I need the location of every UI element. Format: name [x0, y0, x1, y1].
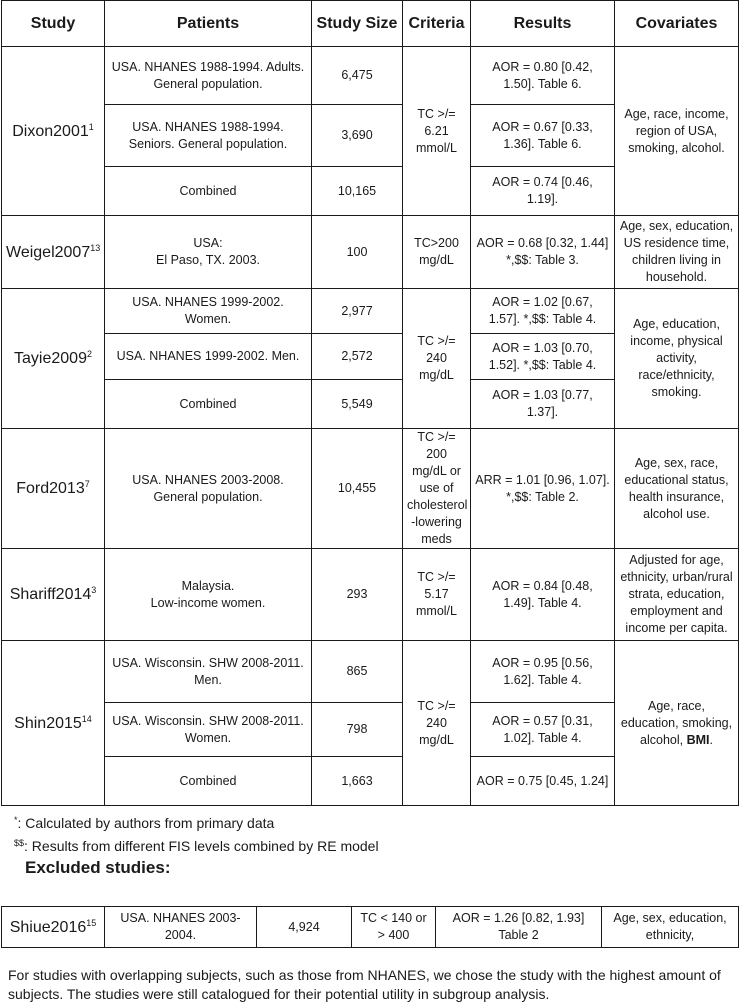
footer-note: For studies with overlapping subjects, such as those from NHANES, we chose the study with the highest amount of subjects. The studies were still catalogued for their potential utility in subgroup analysis. — [8, 967, 721, 1002]
study-size-cell: 3,690 — [312, 105, 403, 167]
covariates-cell: Age, race, education, smoking, alcohol, BMI. — [615, 641, 739, 806]
covariates-cell: Age, education, income, physical activity, race/ethnicity, smoking. — [615, 289, 739, 429]
study-size-cell: 2,977 — [312, 289, 403, 334]
patients-cell: USA. NHANES 1999-2002. Women. — [105, 289, 312, 334]
results-cell: AOR = 1.03 [0.70, 1.52]. *,$$: Table 4. — [471, 334, 615, 380]
excluded-studies-table — [1, 906, 739, 948]
study-size-cell: 10,455 — [312, 429, 403, 549]
included-studies-table — [1, 0, 739, 806]
table-row — [2, 549, 739, 641]
excluded-studies-heading: Excluded studies: — [25, 858, 171, 877]
study-name-cell: Shariff2014$^3$ — [2, 549, 105, 641]
header-covariates: Covariates — [615, 1, 739, 47]
study-name-cell: Tayie2009$^2$ — [2, 289, 105, 429]
results-cell: AOR = 0.67 [0.33, 1.36]. Table 6. — [471, 105, 615, 167]
patients-cell: USA. NHANES 1988-1994. Seniors. General population. — [105, 105, 312, 167]
patients-cell: Combined — [105, 757, 312, 806]
results-cell: ARR = 1.01 [0.96, 1.07]. *,$$: Table 2. — [471, 429, 615, 549]
table-header-row — [2, 1, 739, 47]
study-name-cell: Shin2015$^{14}$ — [2, 641, 105, 806]
patients-cell: USA. NHANES 1988-1994. Adults. General population. — [105, 47, 312, 105]
header-results: Results — [471, 1, 615, 47]
study-size-cell: 2,572 — [312, 334, 403, 380]
criteria-cell: TC>200 mg/dL — [403, 216, 471, 289]
results-cell: AOR = 0.57 [0.31, 1.02]. Table 4. — [471, 703, 615, 757]
patients-cell: USA: El Paso, TX. 2003. — [105, 216, 312, 289]
study-size-cell: 5,549 — [312, 380, 403, 429]
covariates-cell: Age, sex, education, ethnicity, — [602, 907, 739, 948]
table-row — [2, 907, 739, 948]
results-cell: AOR = 1.03 [0.77, 1.37]. — [471, 380, 615, 429]
covariates-cell: Age, sex, race, educational status, health insurance, alcohol use. — [615, 429, 739, 549]
study-name-cell: Weigel2007$^{13}$ — [2, 216, 105, 289]
table-row — [2, 289, 739, 334]
study-size-cell: 293 — [312, 549, 403, 641]
criteria-cell: TC >/= 5.17 mmol/L — [403, 549, 471, 641]
results-cell: AOR = 0.74 [0.46, 1.19]. — [471, 167, 615, 216]
study-size-cell: 100 — [312, 216, 403, 289]
criteria-cell: TC < 140 or > 400 — [352, 907, 436, 948]
study-size-cell: 6,475 — [312, 47, 403, 105]
criteria-cell: TC >/= 6.21 mmol/L — [403, 47, 471, 216]
criteria-cell: TC >/= 200 mg/dL or use of cholesterol -lowering meds — [403, 429, 471, 549]
criteria-cell: TC >/= 240 mg/dL — [403, 641, 471, 806]
covariates-cell: Adjusted for age, ethnicity, urban/rural strata, education, employment and income per capita. — [615, 549, 739, 641]
study-name-cell: Dixon2001$^1$ — [2, 47, 105, 216]
footnotes — [14, 810, 379, 856]
results-cell: AOR = 1.26 [0.82, 1.93] Table 2 — [436, 907, 602, 948]
patients-cell: USA. NHANES 2003-2004. — [105, 907, 257, 948]
footnote-dollar: $$: Results from different FIS levels combined by RE model — [14, 838, 379, 854]
study-name-cell: Shiue2016$^{15}$ — [2, 907, 105, 948]
table-row — [2, 641, 739, 703]
header-study-size: Study Size — [312, 1, 403, 47]
study-size-cell: 4,924 — [257, 907, 352, 948]
patients-cell: Combined — [105, 380, 312, 429]
study-size-cell: 798 — [312, 703, 403, 757]
study-size-cell: 1,663 — [312, 757, 403, 806]
header-criteria: Criteria — [403, 1, 471, 47]
results-cell: AOR = 0.84 [0.48, 1.49]. Table 4. — [471, 549, 615, 641]
covariates-cell: Age, sex, education, US residence time, children living in household. — [615, 216, 739, 289]
patients-cell: Combined — [105, 167, 312, 216]
results-cell: AOR = 0.95 [0.56, 1.62]. Table 4. — [471, 641, 615, 703]
study-size-cell: 865 — [312, 641, 403, 703]
header-patients: Patients — [105, 1, 312, 47]
results-cell: AOR = 0.75 [0.45, 1.24] — [471, 757, 615, 806]
table-row — [2, 429, 739, 549]
criteria-cell: TC >/= 240 mg/dL — [403, 289, 471, 429]
table-row — [2, 47, 739, 105]
patients-cell: USA. NHANES 1999-2002. Men. — [105, 334, 312, 380]
results-cell: AOR = 0.68 [0.32, 1.44] *,$$: Table 3. — [471, 216, 615, 289]
covariates-cell: Age, race, income, region of USA, smoking, alcohol. — [615, 47, 739, 216]
patients-cell: USA. Wisconsin. SHW 2008-2011. Women. — [105, 703, 312, 757]
patients-cell: Malaysia. Low-income women. — [105, 549, 312, 641]
header-study: Study — [2, 1, 105, 47]
table-row — [2, 216, 739, 289]
patients-cell: USA. NHANES 2003-2008. General population. — [105, 429, 312, 549]
study-size-cell: 10,165 — [312, 167, 403, 216]
results-cell: AOR = 0.80 [0.42, 1.50]. Table 6. — [471, 47, 615, 105]
footnote-star: *: Calculated by authors from primary data — [14, 815, 275, 831]
patients-cell: USA. Wisconsin. SHW 2008-2011. Men. — [105, 641, 312, 703]
study-name-cell: Ford2013$^7$ — [2, 429, 105, 549]
results-cell: AOR = 1.02 [0.67, 1.57]. *,$$: Table 4. — [471, 289, 615, 334]
